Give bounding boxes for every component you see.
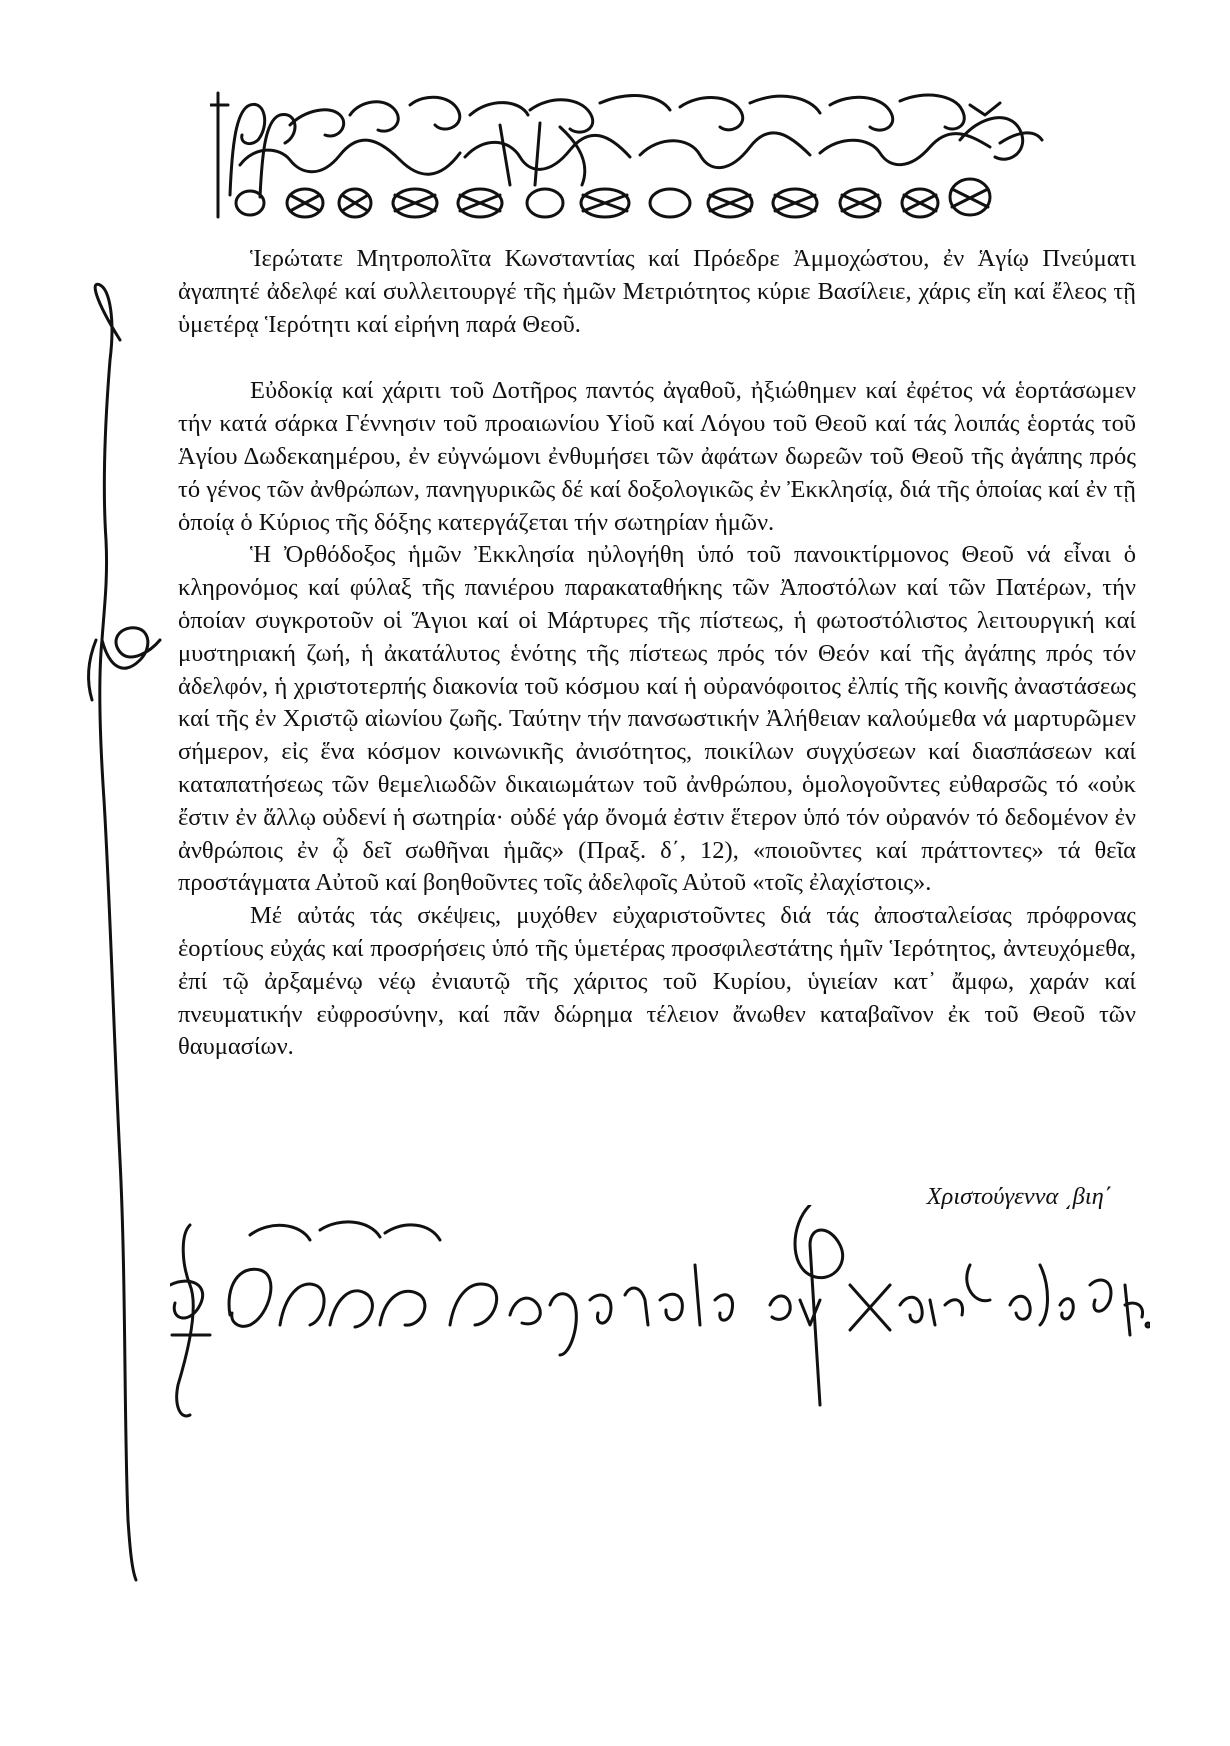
- patriarch-monogram-header: [210, 85, 1050, 225]
- paragraph-2: Ἡ Ὀρθόδοξος ἡμῶν Ἐκκλησία ηὐλογήθη ὑπό τοῦ πανοικτίρμονος Θεοῦ νά εἶναι ὁ κληρονόμος καί φύλαξ τῆς πανιέρου παρακαταθήκης τῶν Ἀποστόλων καί τῶν Πατέρων, τήν ὁποίαν συγκροτοῦν οἱ Ἅγιοι καί οἱ Μάρτυρες τῆς πίστεως, ἡ φωτοστόλιστος λειτουργική καί μυστηριακή ζωή, ἡ ἀκατάλυτος ἑνότης τῆς πίστεως πρός τόν Θεόν καί τῆς ἀγάπης πρός τόν ἀδελφόν, ἡ χριστοτερπής διακονία τοῦ κόσμου καί ἡ οὐρανόφοιτος ἐλπίς τῆς κοινῆς ἀναστάσεως καί τῆς ἐν Χριστῷ αἰωνίου ζωῆς. Ταύτην τήν πανσωστικήν Ἀλήθειαν καλούμεθα νά μαρτυρῶμεν σήμερον, εἰς ἕνα κόσμον κοινωνικῆς ἀνισότητος, ποικίλων συγχύσεων καί διασπάσεων καί καταπατήσεως τῶν θεμελιωδῶν δικαιωμάτων τοῦ ἀνθρώπου, ὁμολογοῦντες εὐθαρσῶς τό «οὐκ ἔστιν ἐν ἄλλῳ οὐδενί ἡ σωτηρία· οὐδέ γάρ ὄνομά ἐστιν ἕτερον ὑπό τόν οὐρανόν τό δεδομένον ἐν ἀνθρώποις ἐν ᾧ δεῖ σωθῆναι ἡμᾶς» (Πραξ. δ΄, 12), «ποιοῦντες καί πράττοντες» τά θεῖα προστάγματα Αὐτοῦ καί βοηθοῦντες τοῖς ἀδελφοῖς Αὐτοῦ «τοῖς ἐλαχίστοις».: [178, 541, 1136, 897]
- paragraph-1: Εὐδοκίᾳ καί χάριτι τοῦ Δοτῆρος παντός ἀγαθοῦ, ἠξιώθημεν καί ἐφέτος νά ἑορτάσωμεν τήν κατά σάρκα Γέννησιν τοῦ προαιωνίου Υἱοῦ καί Λόγου τοῦ Θεοῦ καί τάς λοιπάς ἑορτάς τοῦ Ἁγίου Δωδεκαημέρου, ἐν εὐγνώμονι ἐνθυμήσει τῶν ἀφάτων δωρεῶν τοῦ Θεοῦ τῆς ἀγάπης πρός τό γένος τῶν ἀνθρώπων, πανηγυρικῶς δέ καί δοξολογικῶς ἐν Ἐκκλησίᾳ, διά τῆς ὁποίας καί ἐν τῇ ὁποίᾳ ὁ Κύριος τῆς δόξης κατεργάζεται τήν σωτηρίαν ἡμῶν.: [178, 377, 1136, 536]
- date-line: Χριστούγεννα ͵βιη΄: [926, 1183, 1112, 1210]
- paragraph-3: Μέ αὐτάς τάς σκέψεις, μυχόθεν εὐχαριστοῦντες διά τάς ἀποσταλείσας πρόφρονας ἑορτίους εὐχάς καί προσρήσεις ὑπό τῆς ὑμετέρας προσφιλεστάτης ἡμῖν Ἱερότητος, ἀντευχόμεθα, ἐπί τῷ ἀρξαμένῳ νέῳ ἐνιαυτῷ τῆς χάριτος τοῦ Κυρίου, ὑγιείαν κατ᾽ ἄμφω, χαράν καί πνευματικήν εὐφροσύνην, καί πᾶν δώρημα τέλειον ἄνωθεν καταβαῖνον ἐκ τοῦ Θεοῦ τῶν θαυμασίων.: [178, 902, 1136, 1061]
- salutation: Ἱερώτατε Μητροπολῖτα Κωνσταντίας καί Πρόεδρε Ἀμμοχώστου, ἐν Ἁγίῳ Πνεύματι ἀγαπητέ ἀδελφέ καί συλλειτουργέ τῆς ἡμῶν Μετριότητος κύριε Βασίλειε, χάρις εἴη καί ἔλεος τῇ ὑμετέρᾳ Ἱερότητι καί εἰρήνη παρά Θεοῦ.: [178, 245, 1136, 338]
- letter-body: [178, 243, 1136, 1064]
- handwritten-signature: [170, 1205, 1150, 1425]
